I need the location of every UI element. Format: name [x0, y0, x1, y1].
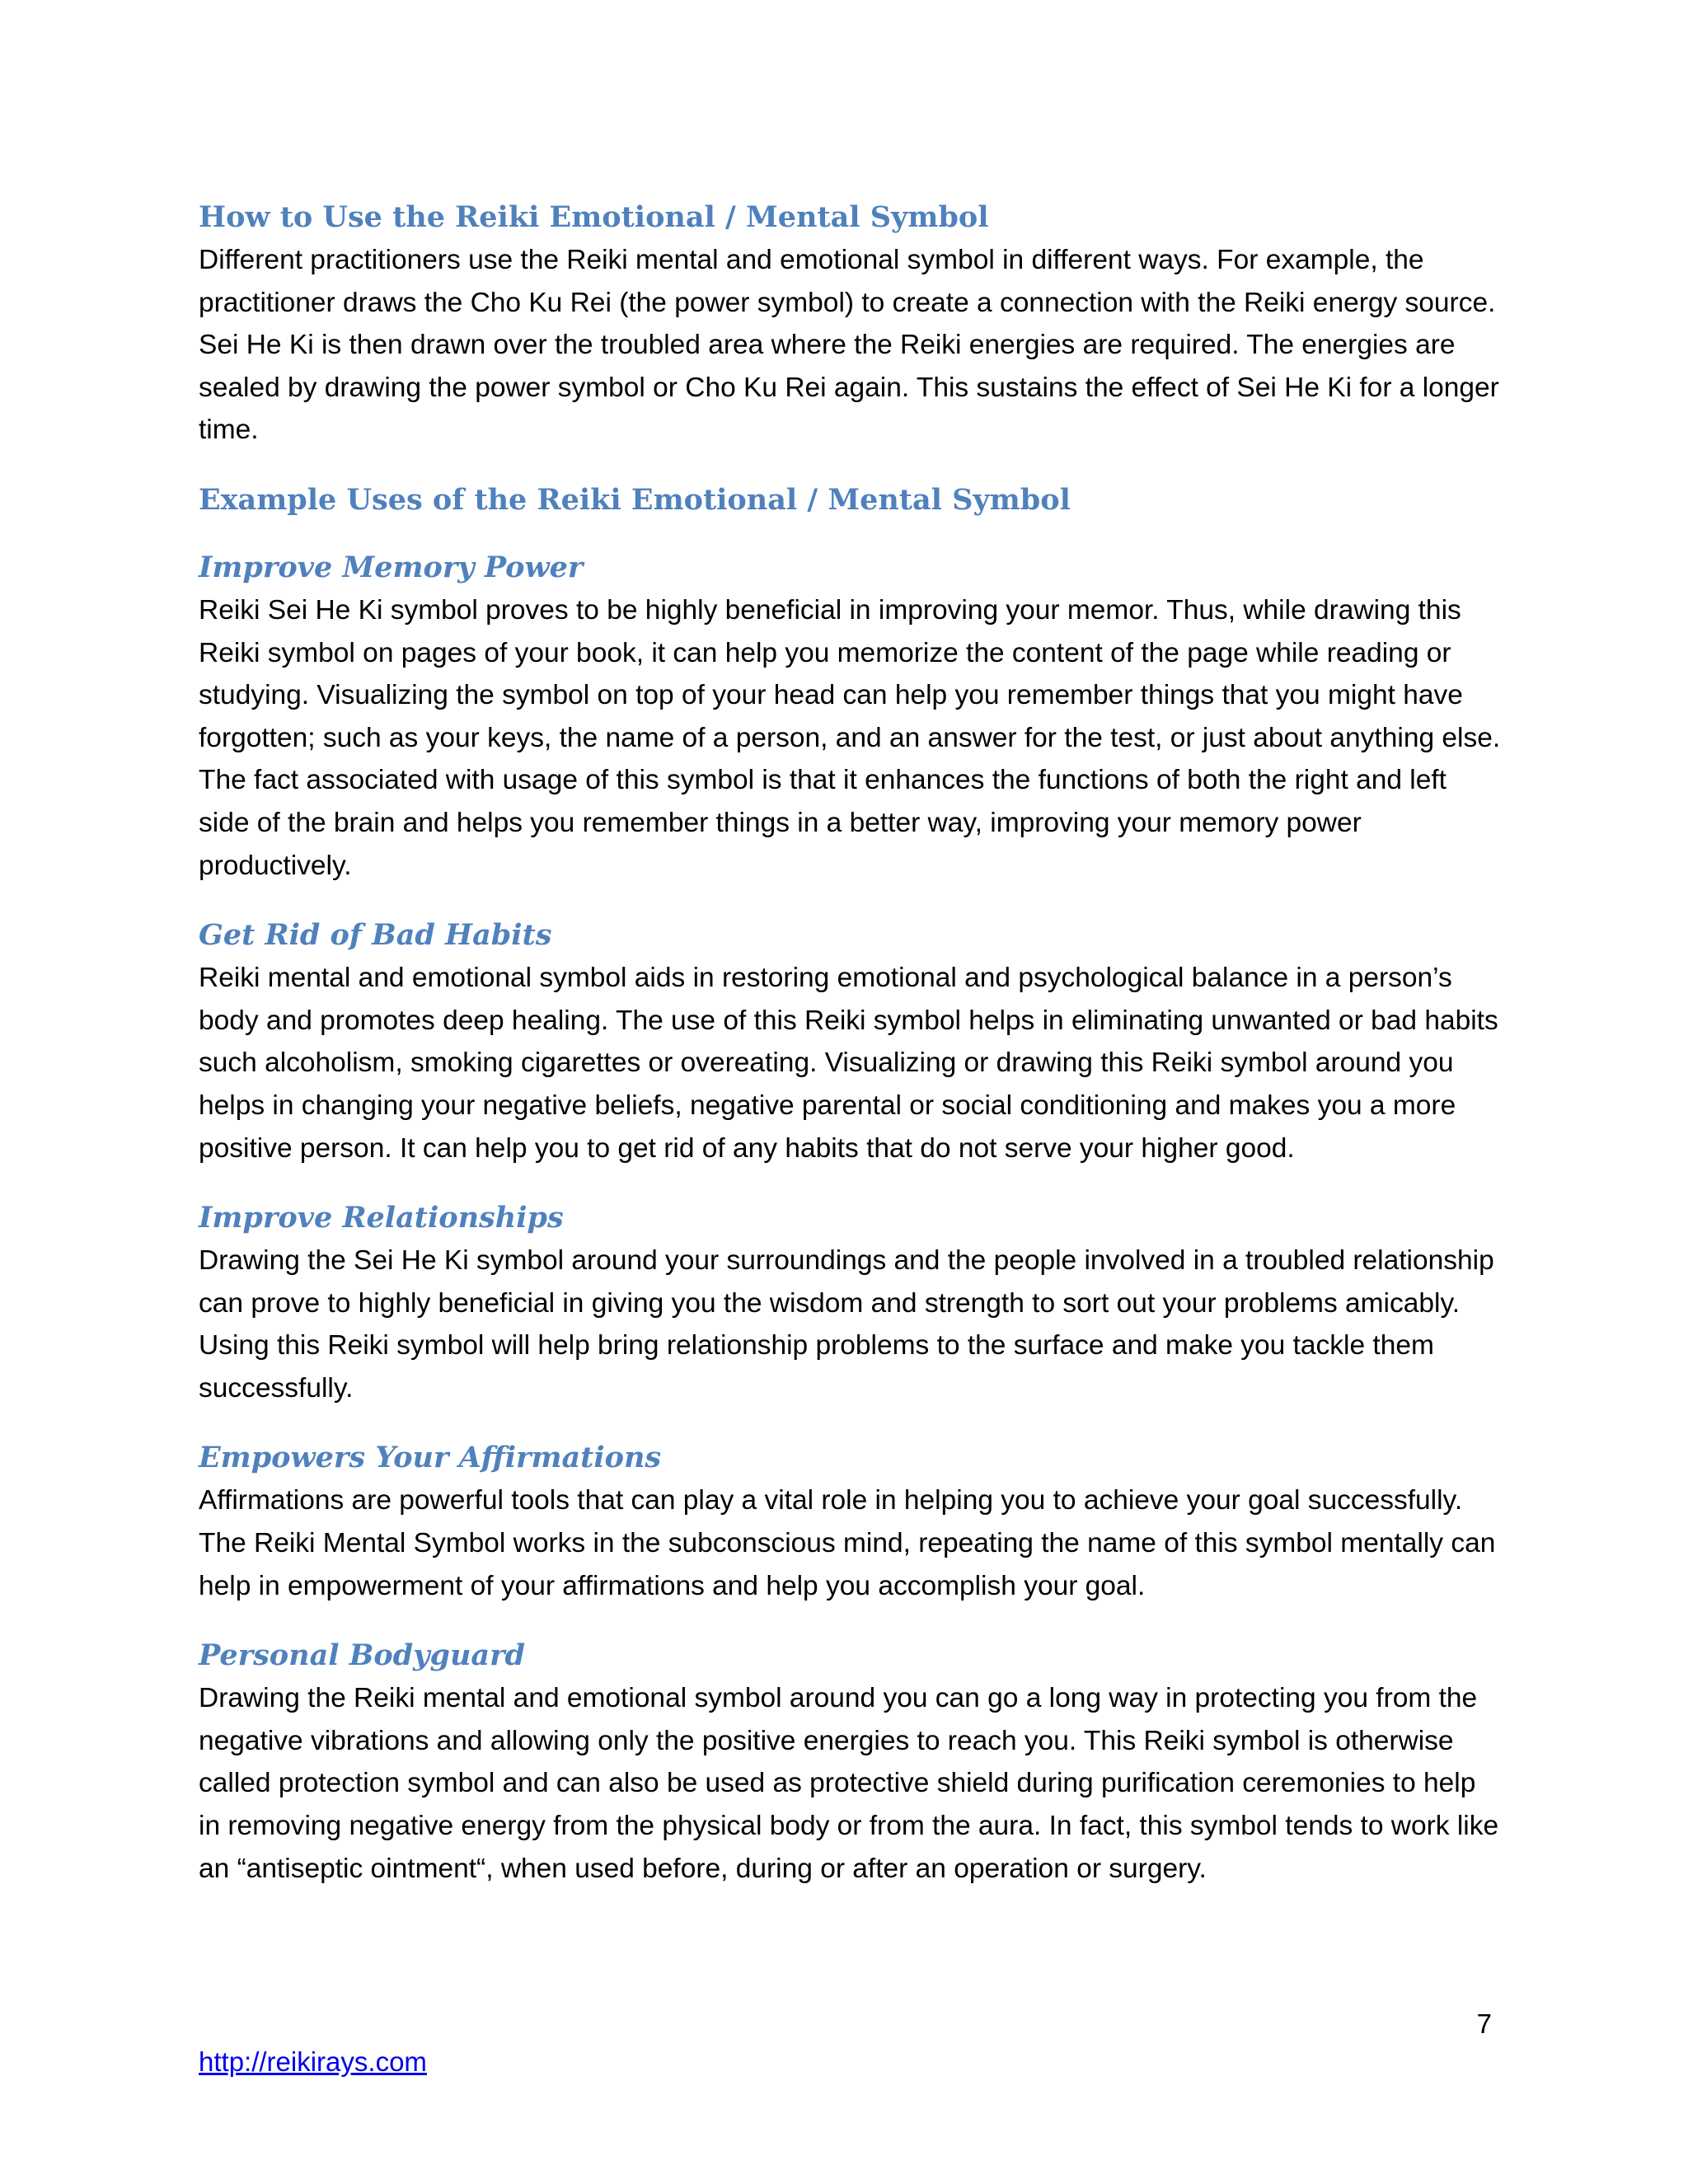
body-improve-memory-power: Reiki Sei He Ki symbol proves to be highly beneficial in improving your memor. Thus, while drawing this Reiki symbol on pages of your book, it can help you memorize the content of the page while reading or studying. Visualizing the symbol on top of your head can help you remember things that you might have forgotten; such as your keys, the name of a person, and an answer for the test, or just about anything else. The fact associated with usage of this symbol is that it enhances the functions of both the right and left side of the brain and helps you remember things in a better way, improving your memory power productively. [199, 594, 1501, 881]
section-heading-example-uses: Example Uses of the Reiki Emotional / Mental Symbol [199, 482, 1071, 517]
body-empowers-affirmations: Affirmations are powerful tools that can play a vital role in helping you to achieve your goal successfully. The Reiki Mental Symbol works in the subconscious mind, repeating the name of this symbol mentally can help in empowerment of your affirmations and help you accomplish your goal. [199, 1485, 1496, 1601]
page-number: 7 [1476, 2008, 1492, 2039]
body-improve-relationships: Drawing the Sei He Ki symbol around your surroundings and the people involved in a troubled relationship can prove to highly beneficial in giving you the wisdom and strength to sort out your problems amicably. Using this Reiki symbol will help bring relationship problems to the surface and make you tackle them successfully. [199, 1245, 1494, 1404]
subheading-personal-bodyguard: Personal Bodyguard [199, 1638, 525, 1673]
section-heading-how-to-use: How to Use the Reiki Emotional / Mental Symbol [199, 200, 989, 234]
subheading-get-rid-of-bad-habits: Get Rid of Bad Habits [199, 918, 552, 953]
footer-website-link[interactable]: http://reikirays.com [199, 2046, 427, 2077]
body-get-rid-of-bad-habits: Reiki mental and emotional symbol aids in restoring emotional and psychological balance in a person’s body and promotes deep healing. The use of this Reiki symbol helps in eliminating unwanted or bad habits such alcoholism, smoking cigarettes or overeating. Visualizing or drawing this Reiki symbol around you helps in changing your negative beliefs, negative parental or social conditioning and makes you a more positive person. It can help you to get rid of any habits that do not serve your higher good. [199, 963, 1498, 1164]
page-content [199, 196, 1501, 1890]
subheading-improve-relationships: Improve Relationships [199, 1201, 564, 1235]
subheading-empowers-affirmations: Empowers Your Affirmations [199, 1441, 662, 1475]
section-body-how-to-use: Different practitioners use the Reiki mental and emotional symbol in different ways. For example, the practitioner draws the Cho Ku Rei (the power symbol) to create a connection with the Reiki energy source. Sei He Ki is then drawn over the troubled area where the Reiki energies are required. The energies are sealed by drawing the power symbol or Cho Ku Rei again. This sustains the effect of Sei He Ki for a longer time. [199, 245, 1499, 446]
subheading-improve-memory-power: Improve Memory Power [199, 550, 584, 584]
body-personal-bodyguard: Drawing the Reiki mental and emotional symbol around you can go a long way in protecting you from the negative vibrations and allowing only the positive energies to reach you. This Reiki symbol is otherwise called protection symbol and can also be used as protective shield during purification ceremonies to help in removing negative energy from the physical body or from the aura. In fact, this symbol tends to work like an “antiseptic ointment“, when used before, during or after an operation or surgery. [199, 1683, 1499, 1884]
